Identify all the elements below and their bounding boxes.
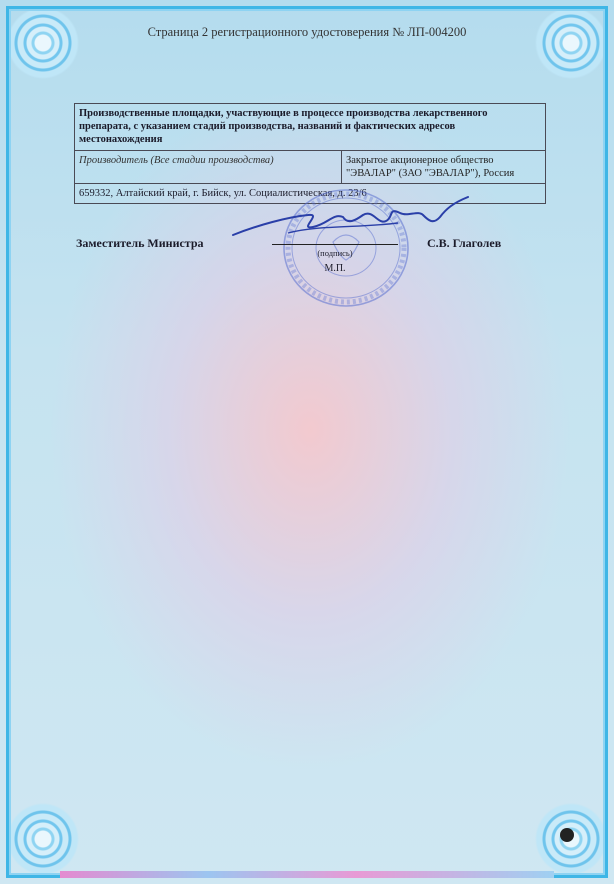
signature-line [272,244,398,245]
decorative-bottom-strip [60,871,554,878]
table-heading: Производственные площадки, участвующие в процессе производства лекарственного препарата, с указанием стадий производства, названий и фактических адресов местонахождения [75,104,546,151]
page-title: Страница 2 регистрационного удостоверения № ЛП-004200 [147,25,467,39]
manufacturer-address: 659332, Алтайский край, г. Бийск, ул. Социалистическая, д. 23/6 [75,184,546,204]
manufacturer-role: Производитель (Все стадии производства) [75,151,342,184]
seal-label: М.П. [324,263,346,274]
table-row [75,104,546,151]
signer-position: Заместитель Министра [76,236,204,250]
signature-caption: (подпись) [317,248,353,258]
manufacturer-name: Закрытое акционерное общество "ЭВАЛАР" (ЗАО "ЭВАЛАР"), Россия [342,151,546,184]
signer-name: С.В. Глаголев [427,236,502,250]
punch-hole [560,828,574,842]
table-row [75,151,546,184]
